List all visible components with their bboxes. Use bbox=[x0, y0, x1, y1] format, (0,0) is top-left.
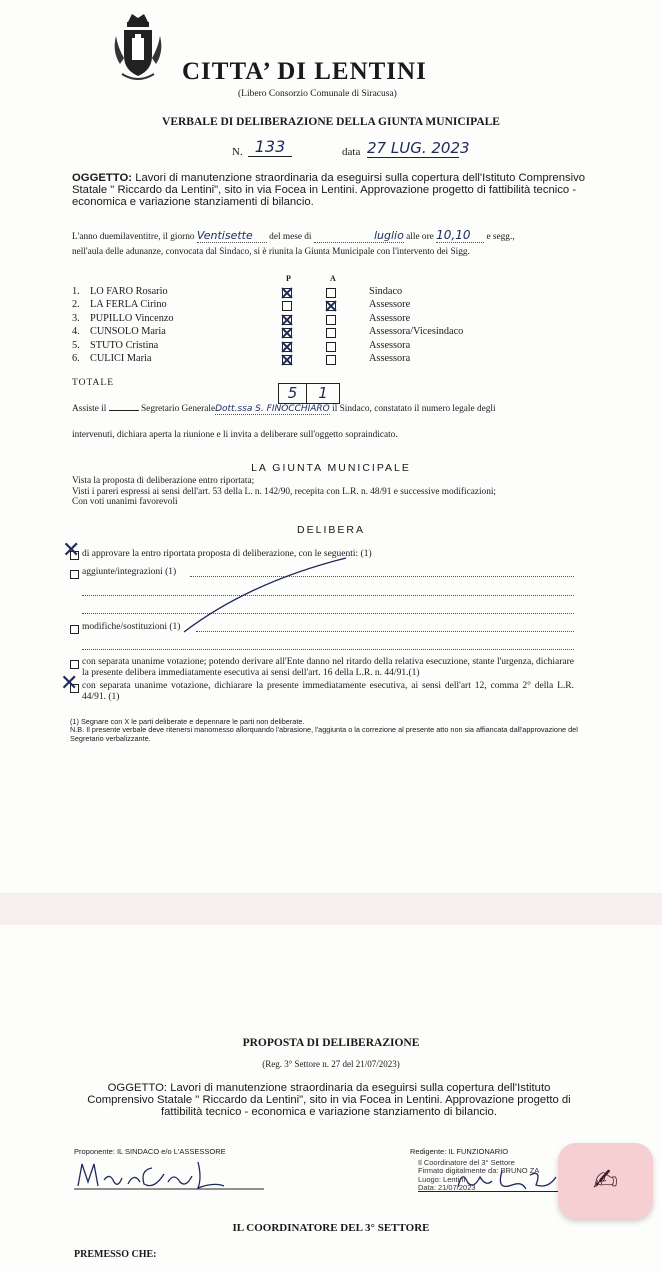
separata1-text: con separata unanime votazione; potendo derivare all'Ente danno nel ritardo della relativa esecuzione, stante l'urgenza, dichiarare la presente delibera immediatamente esecutiva ai sensi dell'art. 16 della L.R. n. 44/91.(1) bbox=[82, 657, 574, 678]
anno-prefix: L'anno duemilaventitre, il giorno bbox=[72, 232, 195, 242]
member-number: 3. bbox=[72, 312, 80, 324]
assiste-suffix: il Sindaco, constatato il numero legale degli bbox=[332, 404, 496, 414]
date-value: 27 LUG. 2023 bbox=[367, 139, 470, 157]
member-role: Assessora bbox=[369, 353, 411, 364]
assiste-prefix: Assiste il bbox=[72, 404, 107, 414]
proposta-oggetto-text: Lavori di manutenzione straordinaria da eseguirsi sulla copertura dell'Istituto Comprensivo Statale " Riccardo da Lentini", sito in via Focea in Lentini. Approvazione progetto di fattibilità tecnico - economica e variazione stanziamento di bilancio. bbox=[87, 1082, 571, 1118]
member-role: Sindaco bbox=[369, 286, 403, 297]
number-value: 133 bbox=[248, 137, 292, 157]
absent-checkbox bbox=[326, 355, 336, 365]
aggiunte-checkbox bbox=[70, 570, 79, 579]
separata2-text: con separata unanime votazione, dichiarare la presente immediatamente esecutiva, ai sensi dell'art 12, comma 2° della L.R. 44/91. (1) bbox=[82, 681, 574, 702]
oggetto-label: OGGETTO: bbox=[72, 172, 133, 184]
separata2-check-mark: ✕ bbox=[60, 671, 79, 696]
proposta-page bbox=[0, 925, 662, 1273]
member-name: PUPILLO Vincenzo bbox=[90, 312, 174, 324]
modifiche-line-2 bbox=[82, 649, 574, 650]
absent-checkbox bbox=[326, 328, 336, 338]
ore-value: 10,10 bbox=[436, 228, 484, 243]
oggetto-text: Lavori di manutenzione straordinaria da eseguirsi sulla copertura dell'Istituto Comprensivo Statale " Riccardo da Lentini", sito in via Focea in Lentini. Approvazione progetto di fattibilità tecnico - economica e variazione stanziamenti di bilancio. bbox=[72, 172, 586, 208]
proposta-oggetto-label: OGGETTO: bbox=[107, 1082, 168, 1094]
date-label: data bbox=[342, 146, 361, 158]
present-checkbox bbox=[282, 355, 292, 365]
totale-label: TOTALE bbox=[72, 378, 115, 388]
absent-column-header: A bbox=[330, 274, 336, 283]
redigente-label: Redigente: IL FUNZIONARIO bbox=[410, 1147, 509, 1156]
member-name: CULICI Maria bbox=[90, 353, 152, 364]
absent-checkbox bbox=[326, 315, 336, 325]
modifiche-checkbox bbox=[70, 625, 79, 634]
consorzio-subtitle: (Libero Consorzio Comunale di Siracusa) bbox=[238, 89, 397, 99]
member-role: Assessore bbox=[369, 299, 411, 311]
city-name: CITTA’ DI LENTINI bbox=[182, 58, 427, 85]
assiste-line-2: intervenuti, dichiara aperta la riunione e li invita a deliberare sull'oggetto sopraindicato. bbox=[72, 430, 398, 440]
giunta-heading: LA GIUNTA MUNICIPALE bbox=[251, 462, 411, 474]
digital-line-4: Data: 21/07/2023 bbox=[418, 1183, 476, 1193]
digital-line-1: Il Coordinatore del 3° Settore bbox=[418, 1158, 515, 1167]
modifiche-label: modifiche/sostituzioni (1) bbox=[82, 622, 181, 632]
member-number: 5. bbox=[72, 339, 80, 351]
mese-value: luglio bbox=[314, 229, 404, 243]
member-role: Assessore bbox=[369, 312, 411, 324]
oggetto-block bbox=[72, 172, 590, 208]
giunta-lines bbox=[72, 476, 496, 508]
strike-through-line bbox=[180, 556, 350, 636]
member-name: STUTO Cristina bbox=[90, 339, 159, 351]
adunanze-line: nell'aula delle adunanze, convocata dal Sindaco, si è riunita la Giunta Municipale con l'intervento dei Sigg. bbox=[72, 247, 470, 257]
number-label: N. bbox=[232, 146, 243, 158]
present-column-header: P bbox=[286, 274, 291, 283]
note-1: (1) Segnare con X le parti deliberate e depennare le parti non deliberate. bbox=[70, 717, 305, 726]
proposta-reg: (Reg. 3° Settore n. 27 del 21/07/2023) bbox=[262, 1059, 400, 1069]
giunta-line-voti: Con voti unanimi favorevoli bbox=[72, 497, 178, 508]
proposta-oggetto bbox=[74, 1082, 584, 1118]
member-role: Assessora/Vicesindaco bbox=[369, 326, 464, 338]
aggiunte-label: aggiunte/integrazioni (1) bbox=[82, 567, 177, 577]
present-checkbox bbox=[282, 342, 292, 352]
member-name: CUNSOLO Maria bbox=[90, 326, 166, 338]
city-crest-icon bbox=[108, 8, 168, 86]
total-present: 5 bbox=[278, 383, 307, 404]
coordinatore-heading: IL COORDINATORE DEL 3° SETTORE bbox=[232, 1222, 430, 1234]
giunta-line-visti: Visti i pareri espressi ai sensi dell'art. 53 della L. n. 142/90, recepita con L.R. n. 48/91 e successive modificazioni; bbox=[72, 486, 497, 497]
digital-line-3: Luogo: Lentini bbox=[418, 1174, 466, 1184]
mese-label: del mese di bbox=[269, 232, 312, 242]
member-number: 1. bbox=[72, 286, 80, 297]
absent-checkbox bbox=[326, 342, 336, 352]
ore-label: alle ore bbox=[406, 232, 434, 242]
present-checkbox bbox=[282, 288, 292, 298]
proponente-signature bbox=[74, 1158, 264, 1192]
member-number: 6. bbox=[72, 353, 80, 364]
proposta-title: PROPOSTA DI DELIBERAZIONE bbox=[242, 1037, 420, 1049]
note-nb: N.B. Il presente verbale deve ritenersi manomesso allorquando l'abrasione, l'aggiunta o la correzione al presente atto non sia affiancata dall'approvazione del Segretario verbalizzante. bbox=[70, 725, 578, 743]
redigente-line bbox=[418, 1191, 558, 1192]
segretario-name: Dott.ssa S. FINOCCHIARO bbox=[215, 404, 330, 414]
session-line bbox=[72, 228, 515, 243]
absent-checkbox bbox=[326, 301, 336, 311]
assiste-blank bbox=[109, 410, 139, 411]
giunta-line-vista: Vista la proposta di deliberazione entro riportata; bbox=[72, 476, 255, 486]
proponente-label: Proponente: IL SINDACO e/o L'ASSESSORE bbox=[74, 1147, 226, 1156]
absent-checkbox bbox=[326, 288, 336, 298]
present-checkbox bbox=[282, 301, 292, 311]
segg-label: e segg., bbox=[486, 232, 515, 242]
approve-check-mark: ✕ bbox=[62, 538, 81, 563]
member-role: Assessora bbox=[369, 339, 411, 351]
giorno-value: Ventisette bbox=[197, 229, 267, 243]
pen-scribble-icon: ✍ bbox=[592, 1163, 619, 1198]
present-checkbox bbox=[282, 315, 292, 325]
premesso-heading: PREMESSO CHE: bbox=[74, 1249, 157, 1260]
delibera-heading: DELIBERA bbox=[297, 524, 365, 536]
present-checkbox bbox=[282, 328, 292, 338]
assiste-line bbox=[72, 404, 496, 414]
digital-line-2: Firmato digitalmente da: BRUNO ZA bbox=[418, 1166, 540, 1176]
approve-text: di approvare la entro riportata proposta di deliberazione, con le seguenti: (1) bbox=[82, 549, 372, 559]
total-absent: 1 bbox=[306, 383, 340, 404]
member-number: 4. bbox=[72, 326, 80, 338]
assiste-middle: Segretario Generale bbox=[141, 404, 216, 414]
member-number: 2. bbox=[72, 299, 80, 311]
separata1-checkbox bbox=[70, 660, 79, 669]
document-title: VERBALE DI DELIBERAZIONE DELLA GIUNTA MUNICIPALE bbox=[162, 116, 500, 128]
member-name: LA FERLA Cirino bbox=[90, 299, 167, 311]
edit-signature-button[interactable] bbox=[558, 1143, 653, 1219]
member-name: LO FARO Rosario bbox=[90, 286, 168, 297]
